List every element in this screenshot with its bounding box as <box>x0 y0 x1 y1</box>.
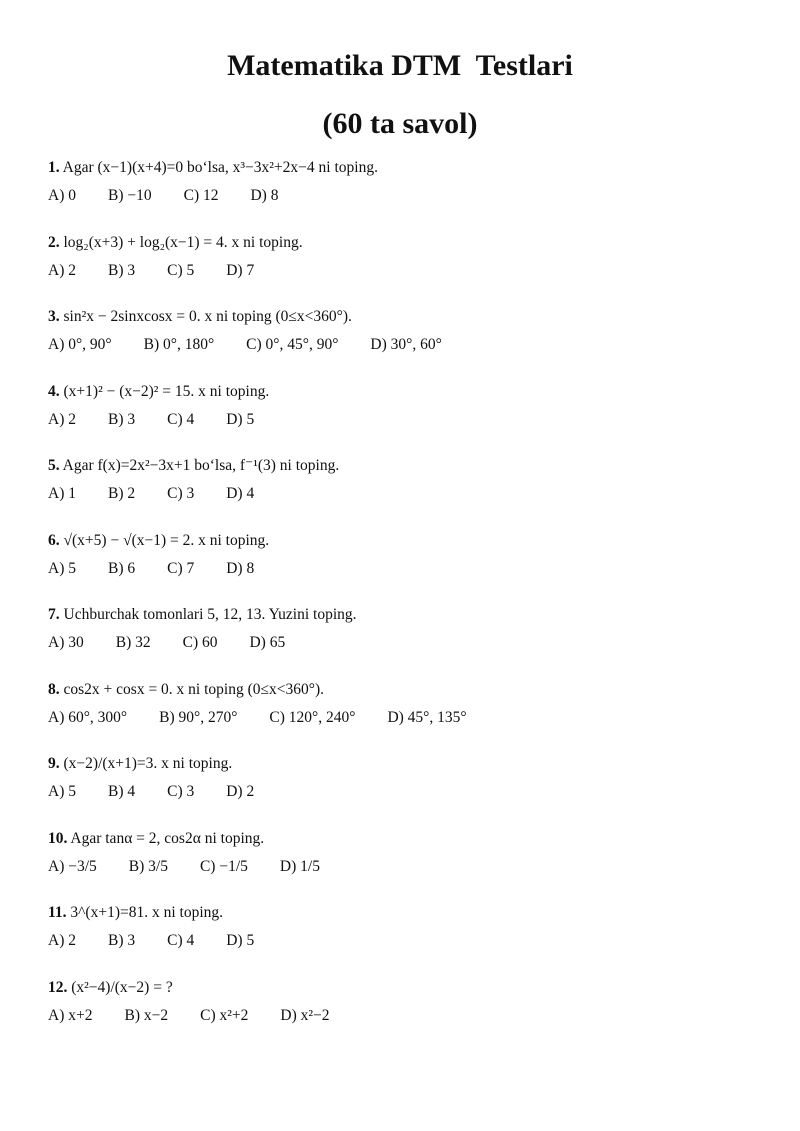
answer-option: C) 3 <box>167 783 195 800</box>
answer-options <box>48 184 768 208</box>
answer-option: D) 8 <box>226 559 255 577</box>
answer-option: B) 32 <box>115 634 151 651</box>
answer-option: A) 0 <box>48 187 76 204</box>
answer-option: C) 4 <box>167 410 195 428</box>
question-body: Agar f(x)=2x²−3x+1 bo‘lsa, f⁻¹(3) ni toping. <box>59 457 340 474</box>
answer-option: C) 4 <box>167 932 195 949</box>
answer-option: D) 1/5 <box>279 857 320 875</box>
answer-options <box>48 631 768 655</box>
answer-option: C) 5 <box>167 261 195 279</box>
answer-option: B) 3 <box>107 932 136 949</box>
question-body: log₂(x+3) + log₂(x−1) = 4. x ni toping. <box>59 233 303 251</box>
answer-option: B) 6 <box>107 559 136 577</box>
answer-options <box>48 780 768 804</box>
answer-option: B) 3/5 <box>128 857 168 875</box>
question-text <box>48 231 768 255</box>
answer-option: A) 2 <box>48 932 76 949</box>
answer-option: A) 5 <box>48 783 76 800</box>
question-body: √(x+5) − √(x−1) = 2. x ni toping. <box>59 531 270 549</box>
question-number: 9. <box>48 755 60 772</box>
answer-options <box>48 929 768 953</box>
question-body: sin²x − 2sinxcosx = 0. x ni toping (0≤x<360°). <box>59 308 352 325</box>
answer-option: D) 65 <box>249 634 286 651</box>
question-item <box>48 827 768 902</box>
question-text <box>48 901 768 925</box>
question-body: Uchburchak tomonlari 5, 12, 13. Yuzini toping. <box>59 606 357 623</box>
answer-options <box>48 1004 768 1028</box>
answer-option: D) 8 <box>250 187 279 204</box>
question-text <box>48 305 768 329</box>
question-number: 12. <box>48 978 68 996</box>
question-number: 6. <box>48 531 60 549</box>
answer-option: B) 4 <box>107 783 136 800</box>
answer-option: B) 0°, 180° <box>143 336 215 353</box>
question-body: cos2x + cosx = 0. x ni toping (0≤x<360°). <box>59 680 324 698</box>
question-item <box>48 603 768 678</box>
answer-option: D) 30°, 60° <box>370 336 442 353</box>
answer-option: D) 4 <box>226 485 255 502</box>
answer-option: D) 7 <box>226 261 255 279</box>
answer-option: A) 1 <box>48 485 76 502</box>
answer-options <box>48 482 768 506</box>
answer-option: B) 90°, 270° <box>159 708 238 726</box>
question-number: 2. <box>48 233 60 251</box>
answer-option: D) 45°, 135° <box>387 708 467 726</box>
question-body: Agar tanα = 2, cos2α ni toping. <box>67 829 265 847</box>
question-text <box>48 678 768 702</box>
question-number: 11. <box>48 904 67 921</box>
question-body: (x²−4)/(x−2) = ? <box>67 978 173 996</box>
answer-option: B) −10 <box>107 187 152 204</box>
question-item <box>48 156 768 231</box>
answer-option: C) 120°, 240° <box>269 708 356 726</box>
answer-option: A) x+2 <box>48 1006 93 1024</box>
question-item <box>48 380 768 455</box>
answer-option: B) 3 <box>107 410 136 428</box>
answer-option: B) 3 <box>107 261 136 279</box>
answer-options <box>48 557 768 581</box>
question-item <box>48 305 768 380</box>
question-number: 4. <box>48 382 60 400</box>
question-number: 8. <box>48 680 60 698</box>
answer-option: C) 60 <box>182 634 218 651</box>
answer-option: C) 12 <box>183 187 219 204</box>
answer-option: A) 2 <box>48 261 76 279</box>
answer-options <box>48 855 768 879</box>
answer-option: D) x²−2 <box>280 1006 330 1024</box>
question-body: 3^(x+1)=81. x ni toping. <box>66 904 224 921</box>
question-number: 5. <box>48 457 60 474</box>
answer-options <box>48 706 768 730</box>
question-number: 10. <box>48 829 68 847</box>
question-item <box>48 231 768 306</box>
question-text <box>48 827 768 851</box>
answer-option: B) 2 <box>107 485 136 502</box>
question-number: 3. <box>48 308 60 325</box>
answer-options <box>48 408 768 432</box>
document-subtitle: (60 ta savol) <box>322 107 478 140</box>
question-text <box>48 454 768 478</box>
question-number: 7. <box>48 606 60 623</box>
question-text <box>48 380 768 404</box>
question-item <box>48 752 768 827</box>
answer-option: A) 60°, 300° <box>48 708 128 726</box>
question-item <box>48 678 768 753</box>
question-text <box>48 603 768 627</box>
question-text <box>48 156 768 180</box>
answer-option: A) 2 <box>48 410 76 428</box>
answer-options <box>48 333 768 357</box>
answer-option: C) 0°, 45°, 90° <box>246 336 339 353</box>
answer-option: A) −3/5 <box>48 857 97 875</box>
answer-option: A) 0°, 90° <box>48 336 112 353</box>
question-item <box>48 901 768 976</box>
question-body: (x+1)² − (x−2)² = 15. x ni toping. <box>59 382 270 400</box>
answer-option: D) 5 <box>226 932 255 949</box>
answer-option: C) 3 <box>167 485 195 502</box>
question-body: Agar (x−1)(x+4)=0 bo‘lsa, x³−3x²+2x−4 ni toping. <box>59 159 378 176</box>
question-item <box>48 976 768 1051</box>
answer-option: A) 5 <box>48 559 76 577</box>
question-item <box>48 454 768 529</box>
question-list <box>48 156 768 1050</box>
question-number: 1. <box>48 159 60 176</box>
question-body: (x−2)/(x+1)=3. x ni toping. <box>59 755 233 772</box>
answer-options <box>48 259 768 283</box>
question-item <box>48 529 768 604</box>
answer-option: C) −1/5 <box>199 857 248 875</box>
answer-option: C) 7 <box>167 559 195 577</box>
answer-option: B) x−2 <box>124 1006 169 1024</box>
document-title: Matematika DTM Testlari <box>227 49 573 82</box>
answer-option: A) 30 <box>48 634 84 651</box>
question-text <box>48 529 768 553</box>
answer-option: D) 2 <box>226 783 255 800</box>
question-text <box>48 752 768 776</box>
answer-option: C) x²+2 <box>200 1006 249 1024</box>
answer-option: D) 5 <box>226 410 255 428</box>
question-text <box>48 976 768 1000</box>
